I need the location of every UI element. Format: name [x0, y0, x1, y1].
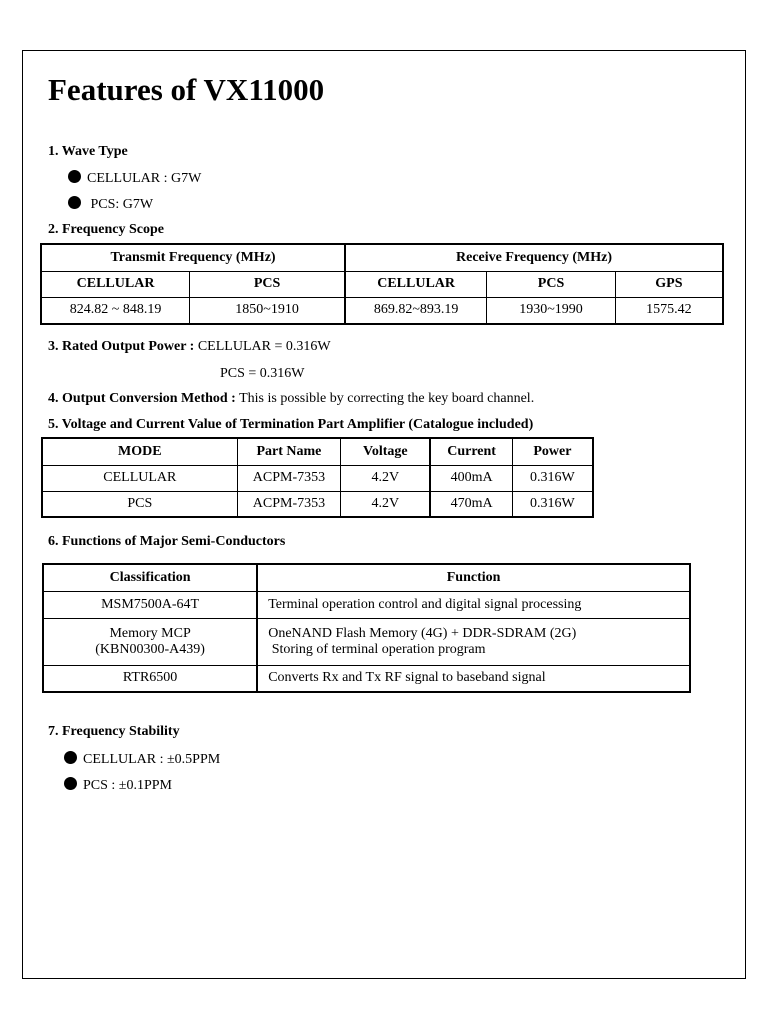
- rated-output-cellular: CELLULAR = 0.316W: [197, 339, 331, 354]
- conversion-line: [48, 391, 534, 407]
- table-cell: [43, 665, 257, 692]
- function-text: Converts Rx and Tx RF signal to baseband signal: [268, 670, 546, 686]
- bullet-icon: [64, 751, 77, 764]
- table-cell: 470mA: [430, 491, 512, 517]
- classification-text: Memory MCP: [109, 625, 191, 641]
- classification-text: (KBN00300-A439): [95, 641, 205, 657]
- table-cell: [257, 665, 690, 692]
- column-header: CELLULAR: [345, 271, 487, 297]
- table-cell: ACPM-7353: [237, 465, 341, 491]
- section-amplifier-heading: 5. Voltage and Current Value of Termination Part Amplifier (Catalogue included): [48, 417, 534, 432]
- column-header: Function: [257, 564, 690, 591]
- column-header: PCS: [190, 271, 345, 297]
- table-row: [42, 491, 593, 517]
- stability-pcs: PCS : ±0.1PPM: [83, 778, 173, 793]
- table-row: [43, 618, 690, 665]
- table-cell: 4.2V: [341, 491, 431, 517]
- rated-output-line: [48, 339, 331, 355]
- page-title: Features of VX11000: [48, 72, 325, 107]
- table-row: [43, 665, 690, 692]
- stability-item: [64, 751, 220, 768]
- wave-type-item: [68, 170, 201, 187]
- table-cell: [43, 591, 257, 618]
- table-cell: 0.316W: [512, 465, 593, 491]
- conversion-text: This is possible by correcting the key board channel.: [239, 391, 535, 406]
- frequency-table: [40, 243, 724, 325]
- stability-item: [64, 777, 172, 794]
- bullet-icon: [68, 170, 81, 183]
- function-text: OneNAND Flash Memory (4G) + DDR-SDRAM (2G): [268, 625, 577, 641]
- receive-header: Receive Frequency (MHz): [345, 244, 723, 271]
- section-frequency-scope-heading: 2. Frequency Scope: [48, 222, 165, 237]
- amplifier-table: [41, 437, 594, 518]
- column-header: Power: [512, 438, 593, 465]
- table-cell: 1850~1910: [190, 297, 345, 324]
- table-cell: [257, 618, 690, 665]
- table-cell: CELLULAR: [42, 465, 237, 491]
- table-cell: 869.82~893.19: [345, 297, 487, 324]
- table-row: [42, 465, 593, 491]
- table-cell: 1575.42: [615, 297, 723, 324]
- function-text: Storing of terminal operation program: [268, 641, 486, 657]
- function-text: Terminal operation control and digital signal processing: [268, 596, 582, 612]
- column-header: Voltage: [341, 438, 431, 465]
- section-conversion-heading: 4. Output Conversion Method :: [48, 391, 236, 406]
- column-header: Part Name: [237, 438, 341, 465]
- table-cell: 824.82 ~ 848.19: [41, 297, 190, 324]
- wave-type-pcs: PCS: G7W: [90, 197, 154, 212]
- semiconductor-table: [42, 563, 691, 693]
- column-header: GPS: [615, 271, 723, 297]
- table-cell: [257, 591, 690, 618]
- wave-type-cellular: CELLULAR : G7W: [87, 171, 202, 186]
- column-header: Current: [430, 438, 512, 465]
- table-cell: ACPM-7353: [237, 491, 341, 517]
- classification-text: MSM7500A-64T: [101, 596, 200, 612]
- table-row: [43, 591, 690, 618]
- stability-cellular: CELLULAR : ±0.5PPM: [83, 752, 221, 767]
- section-stability-heading: 7. Frequency Stability: [48, 724, 180, 739]
- wave-type-item: [68, 196, 153, 213]
- section-semiconductors-heading: 6. Functions of Major Semi-Conductors: [48, 534, 286, 549]
- table-cell: PCS: [42, 491, 237, 517]
- classification-text: RTR6500: [122, 670, 178, 686]
- transmit-header: Transmit Frequency (MHz): [41, 244, 345, 271]
- table-cell: [43, 618, 257, 665]
- bullet-icon: [64, 777, 77, 790]
- column-header: Classification: [43, 564, 257, 591]
- column-header: MODE: [42, 438, 237, 465]
- table-cell: 400mA: [430, 465, 512, 491]
- rated-output-pcs: PCS = 0.316W: [220, 366, 305, 381]
- table-cell: 1930~1990: [487, 297, 616, 324]
- table-cell: 4.2V: [341, 465, 431, 491]
- bullet-icon: [68, 196, 81, 209]
- column-header: CELLULAR: [41, 271, 190, 297]
- section-rated-output-heading: 3. Rated Output Power :: [48, 339, 195, 354]
- section-wave-type-heading: 1. Wave Type: [48, 144, 128, 159]
- column-header: PCS: [487, 271, 616, 297]
- table-cell: 0.316W: [512, 491, 593, 517]
